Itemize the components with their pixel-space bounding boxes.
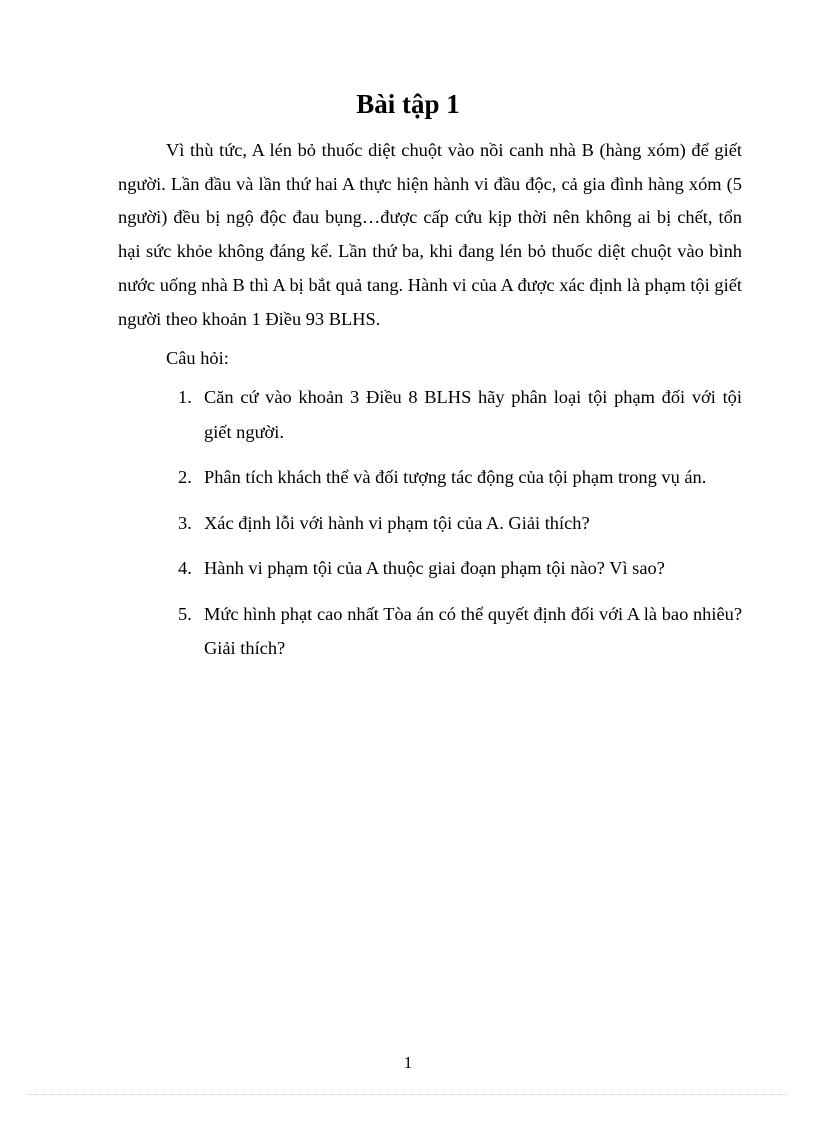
question-item	[178, 380, 742, 449]
questions-list	[178, 380, 742, 677]
question-number: 2.	[178, 467, 192, 487]
page-number: 1	[403, 1053, 413, 1072]
question-item	[178, 460, 742, 495]
question-number: 3.	[178, 512, 192, 533]
case-paragraph: Vì thù tức, A lén bỏ thuốc diệt chuột vào nồi canh nhà B (hàng xóm) để giết người. Lần đầu và lần thứ hai A thực hiện hành vi đầu độc, cả gia đình hàng xóm (5 người) đều bị ngộ độc đau bụng…được cấp cứu kịp thời nên không ai bị chết, tổn hại sức khỏe không đáng kể. Lần thứ ba, khi đang lén bỏ thuốc diệt chuột vào bình nước uống nhà B thì A bị bắt quả tang. Hành vi của A được xác định là phạm tội giết người theo khoản 1 Điều 93 BLHS.	[118, 140, 742, 329]
question-number: 5.	[178, 603, 192, 624]
document-title: Bài tập 1	[356, 89, 460, 119]
question-text: Hành vi phạm tội của A thuộc giai đoạn phạm tội nào? Vì sao?	[204, 558, 665, 578]
question-text: Mức hình phạt cao nhất Tòa án có thể quyết định đối với A là bao nhiêu? Giải thích?	[204, 603, 742, 658]
question-text: Xác định lỗi với hành vi phạm tội của A. Giải thích?	[204, 512, 590, 533]
question-item	[178, 506, 742, 541]
question-item	[178, 551, 742, 586]
page-bottom-edge	[28, 1094, 788, 1095]
question-number: 1.	[178, 387, 192, 407]
question-number: 4.	[178, 558, 192, 578]
question-text: Căn cứ vào khoản 3 Điều 8 BLHS hãy phân loại tội phạm đối với tội giết người.	[204, 387, 742, 442]
question-text: Phân tích khách thể và đối tượng tác động của tội phạm trong vụ án.	[204, 467, 707, 487]
question-item	[178, 597, 742, 666]
questions-label: Câu hỏi:	[166, 348, 229, 368]
